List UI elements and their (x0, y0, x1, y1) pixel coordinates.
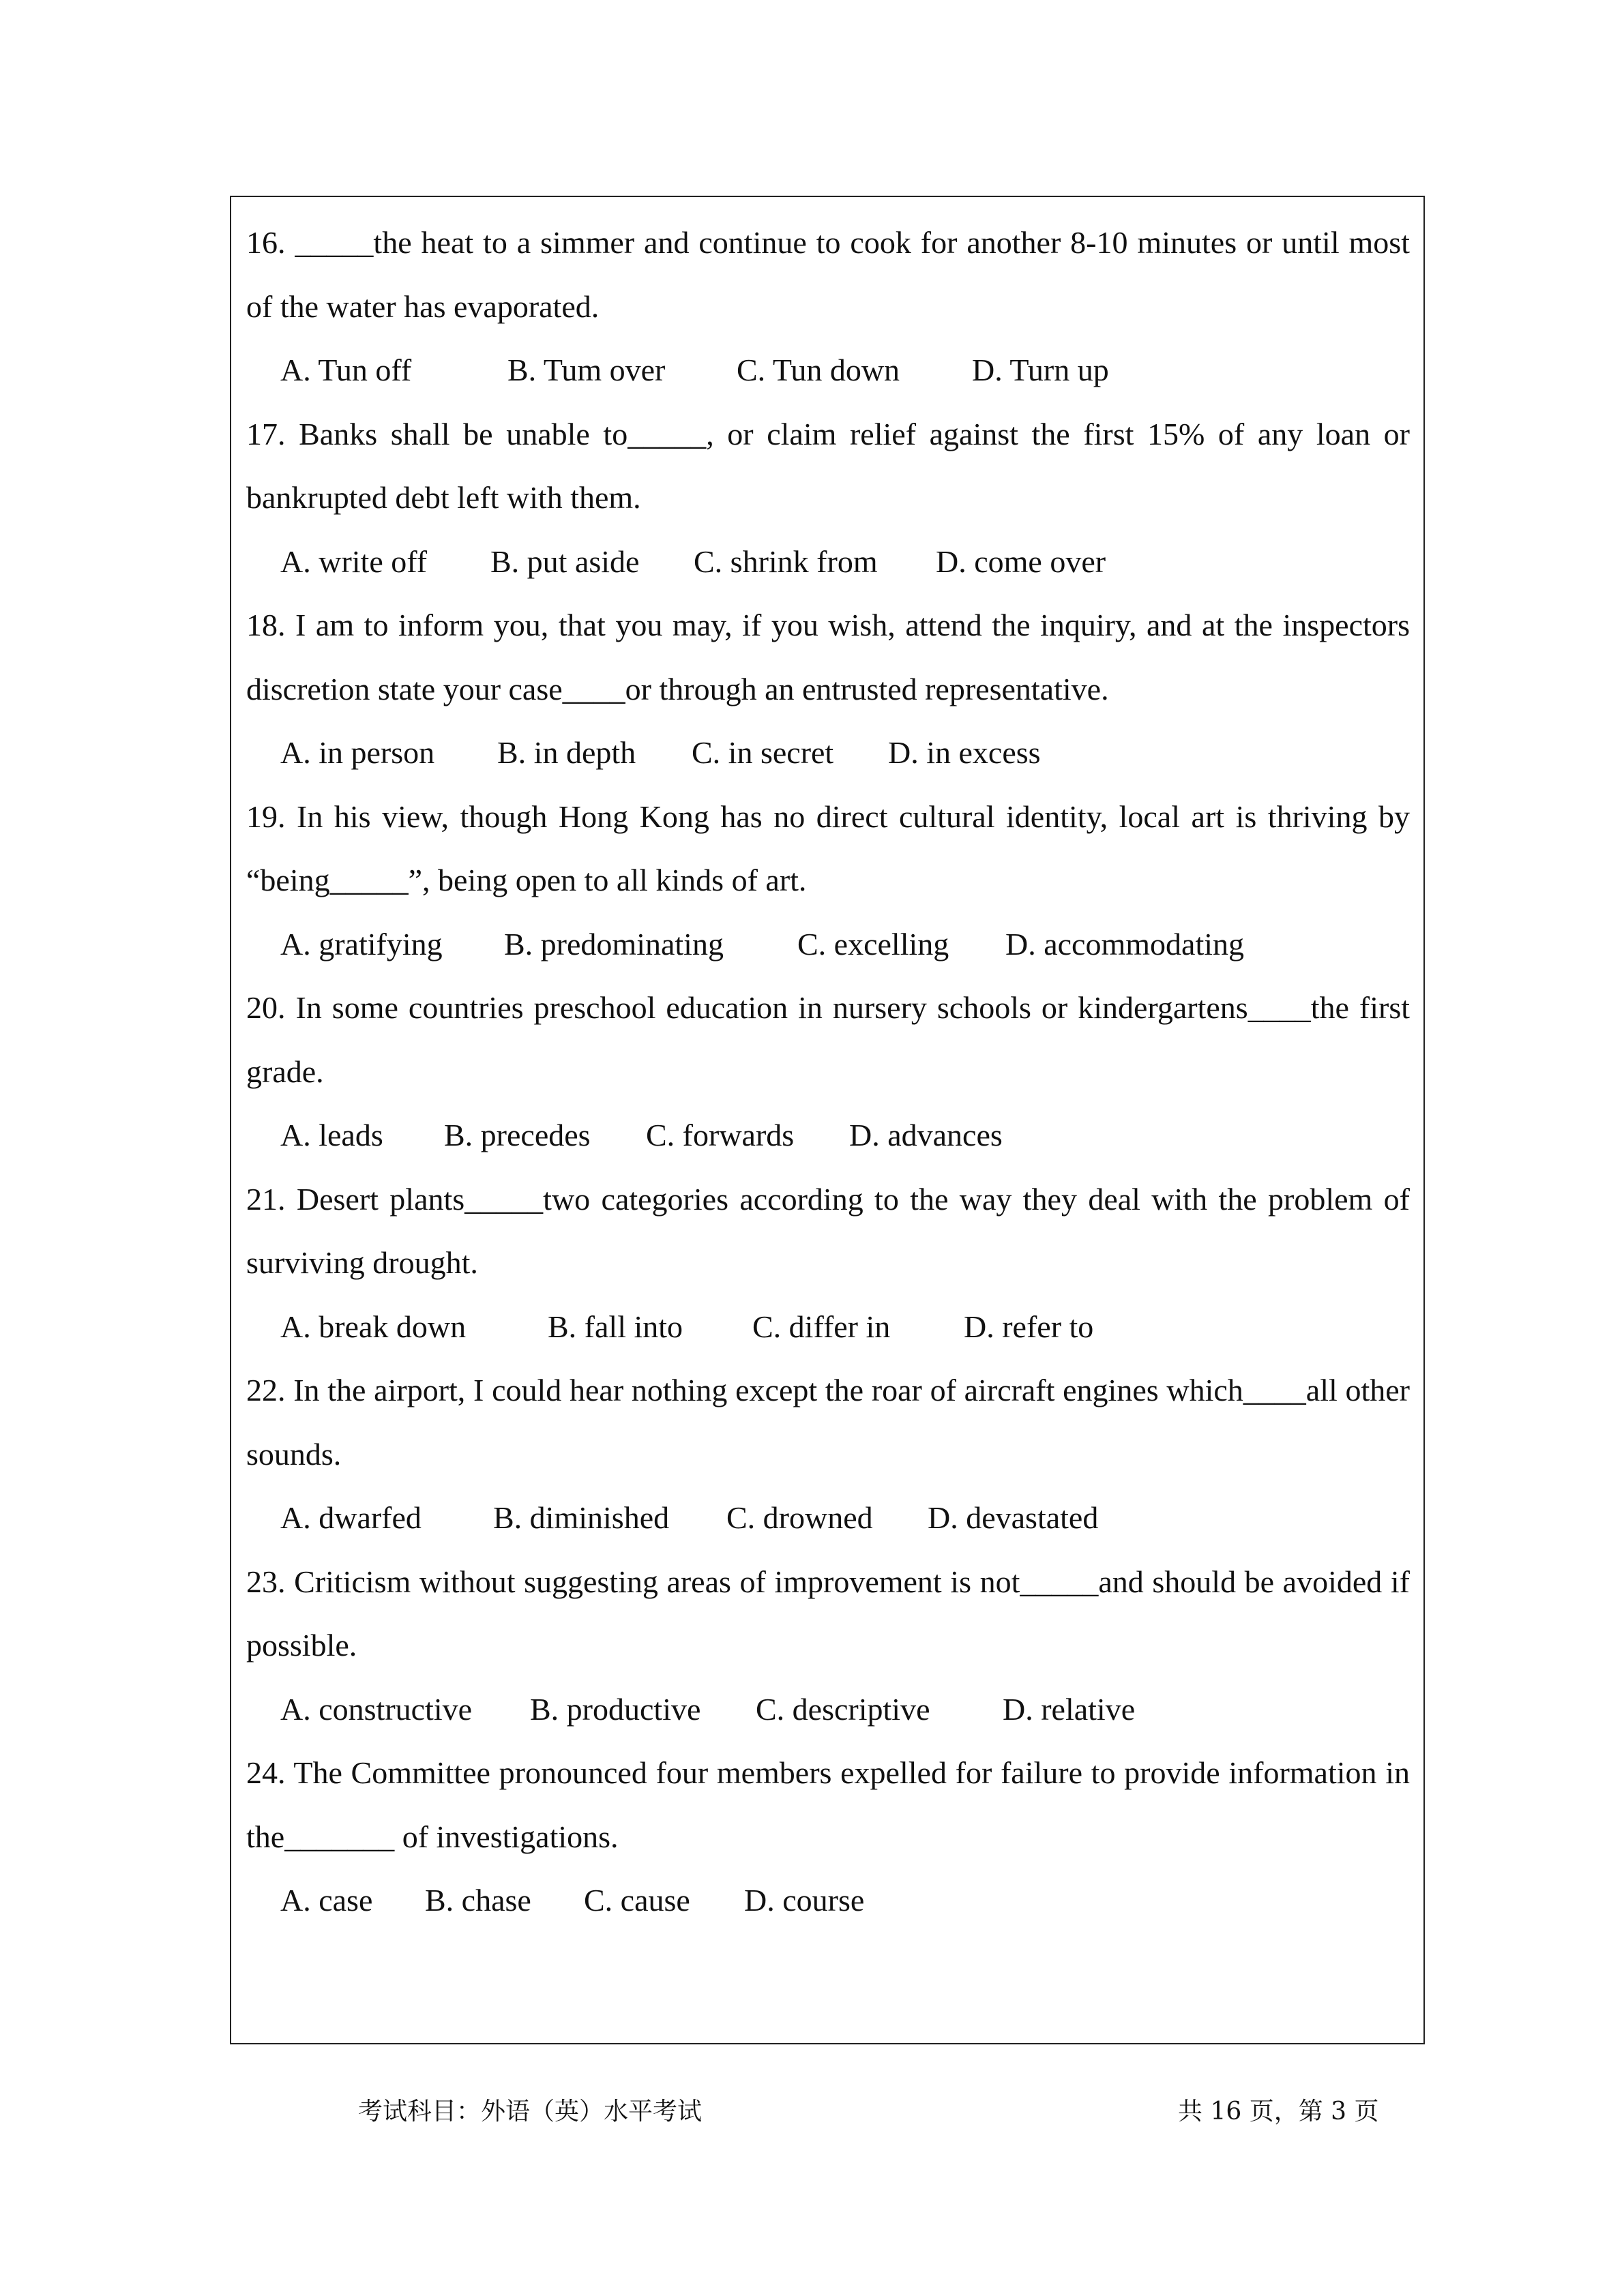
option-b: B. precedes (444, 1118, 591, 1152)
option-c: C. descriptive (756, 1691, 930, 1727)
question-stem: 23. Criticism without suggesting areas of improvement is not_____and should be avoided if possible. (246, 1564, 1410, 1663)
option-a: A. in person (280, 735, 435, 770)
option-b: B. fall into (548, 1309, 683, 1344)
option-d: D. accommodating (1005, 926, 1245, 961)
option-b: B. productive (530, 1691, 701, 1727)
option-b: B. in depth (497, 735, 636, 770)
option-a: A. Tun off (280, 353, 412, 387)
options-row (246, 1103, 1410, 1167)
question-18 (246, 593, 1410, 785)
option-a: A. gratifying (280, 926, 443, 961)
option-b: B. Tum over (507, 353, 666, 387)
option-a: A. case (280, 1883, 373, 1918)
option-c: C. drowned (726, 1500, 873, 1535)
question-list (246, 211, 1410, 1933)
options-row (246, 721, 1410, 785)
option-b: B. put aside (490, 543, 640, 579)
option-a: A. dwarfed (280, 1500, 422, 1535)
option-d: D. in excess (888, 735, 1041, 770)
options-row (246, 530, 1410, 594)
option-c: C. cause (584, 1883, 690, 1918)
question-22 (246, 1358, 1410, 1550)
question-stem: 17. Banks shall be unable to_____, or claim relief against the first 15% of any loan or bankrupted debt left with them. (246, 416, 1410, 515)
option-c: C. forwards (646, 1118, 795, 1152)
option-c: C. differ in (752, 1309, 891, 1344)
options-row (246, 912, 1410, 976)
option-b: B. predominating (504, 926, 724, 961)
question-24 (246, 1741, 1410, 1933)
option-a: A. constructive (280, 1691, 473, 1727)
question-stem: 18. I am to inform you, that you may, if you wish, attend the inquiry, and at the inspectors discretion state your case____or through an entrusted representative. (246, 608, 1410, 706)
options-row (246, 338, 1410, 402)
question-stem: 21. Desert plants_____two categories according to the way they deal with the problem of surviving drought. (246, 1181, 1410, 1280)
question-stem: 19. In his view, though Hong Kong has no direct cultural identity, local art is thriving by “being_____”, being open to all kinds of art. (246, 799, 1410, 897)
option-c: C. Tun down (737, 353, 900, 387)
options-row (246, 1486, 1410, 1550)
option-b: B. diminished (493, 1500, 670, 1535)
question-stem: 20. In some countries preschool education in nursery schools or kindergartens____the first grade. (246, 990, 1410, 1089)
question-19 (246, 785, 1410, 976)
option-d: D. advances (849, 1118, 1003, 1152)
option-d: D. course (744, 1883, 865, 1918)
exam-frame (230, 196, 1425, 2044)
options-row (246, 1295, 1410, 1359)
option-a: A. leads (280, 1118, 383, 1152)
option-a: A. break down (280, 1309, 467, 1344)
question-20 (246, 976, 1410, 1167)
footer-subject: 考试科目：外语（英）水平考试 (358, 2098, 703, 2126)
option-d: D. Turn up (972, 353, 1109, 387)
footer-page-number: 共 16 页，第 3 页 (1178, 2098, 1379, 2126)
question-21 (246, 1167, 1410, 1359)
question-16 (246, 211, 1410, 402)
option-c: C. in secret (692, 735, 834, 770)
option-d: D. devastated (928, 1500, 1099, 1535)
option-c: C. excelling (797, 926, 949, 961)
options-row (246, 1868, 1410, 1933)
question-stem: 22. In the airport, I could hear nothing except the roar of aircraft engines which____all other sounds. (246, 1373, 1410, 1472)
option-c: C. shrink from (694, 543, 878, 579)
question-17 (246, 402, 1410, 594)
option-d: D. refer to (964, 1309, 1094, 1344)
option-d: D. come over (936, 543, 1106, 579)
question-23 (246, 1550, 1410, 1742)
option-d: D. relative (1003, 1691, 1136, 1727)
question-stem: 24. The Committee pronounced four members expelled for failure to provide information in the_______ of investigations. (246, 1755, 1410, 1854)
option-a: A. write off (280, 543, 428, 579)
question-stem: 16. _____the heat to a simmer and continue to cook for another 8-10 minutes or until most of the water has evaporated. (246, 225, 1410, 324)
options-row (246, 1678, 1410, 1742)
option-b: B. chase (425, 1883, 531, 1918)
